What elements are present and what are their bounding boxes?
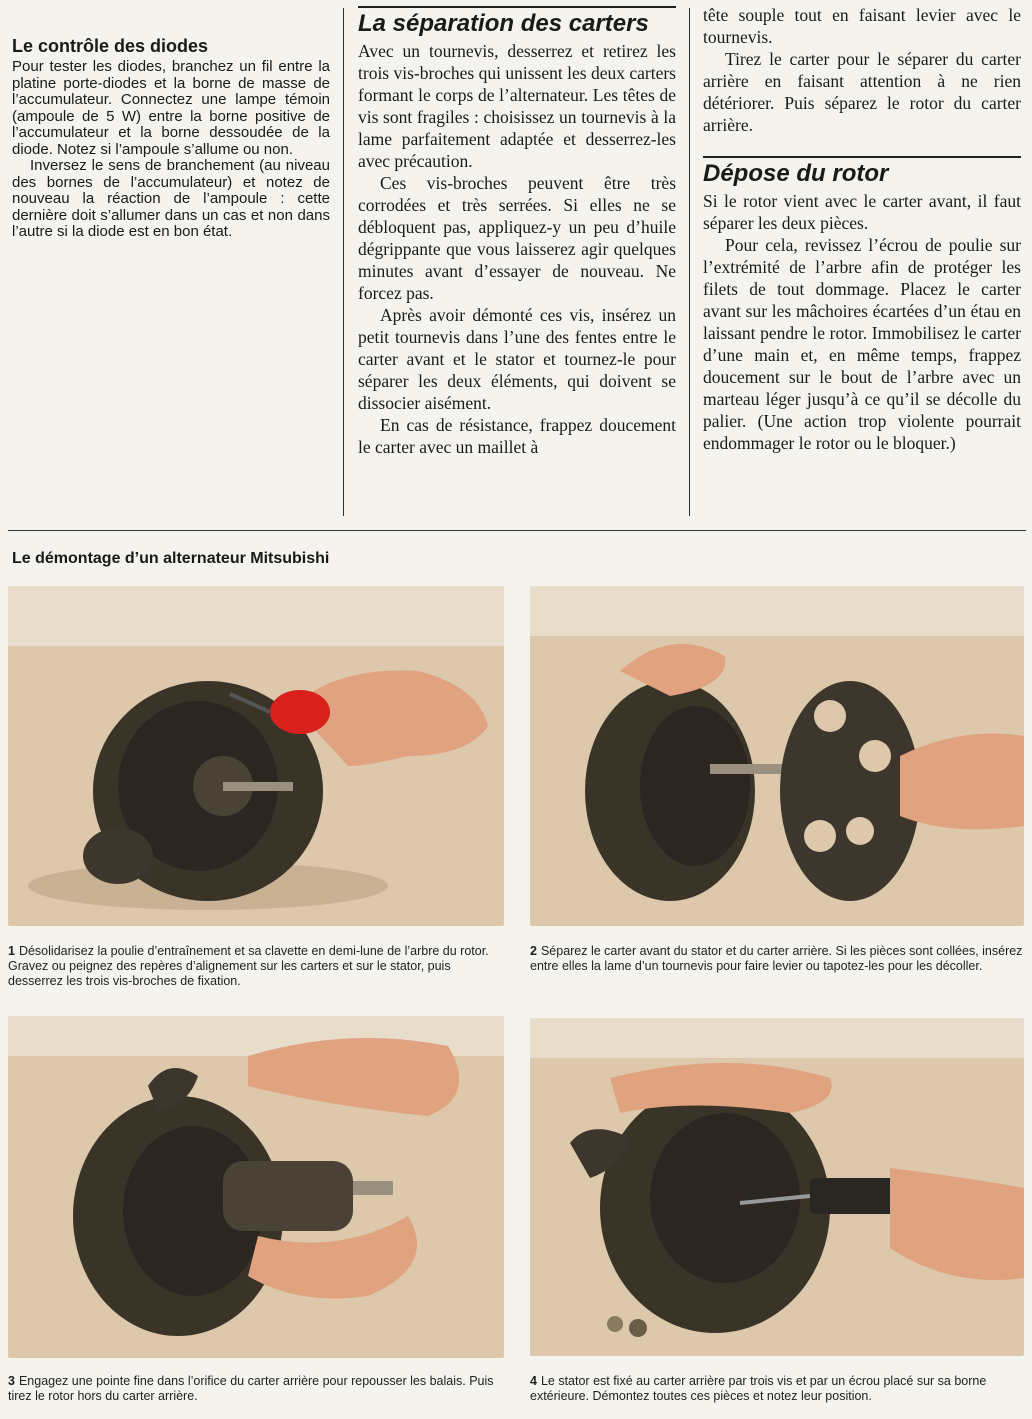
caption-3-number: 3	[8, 1374, 15, 1388]
section-divider	[8, 530, 1026, 531]
separation-paragraph-1: Avec un tournevis, desserrez et retirez les trois vis-broches qui unissent les deux carters formant le corps de l’alternateur. Les têtes de vis sont fragiles : choisissez un tournevis à la lame parfaitement adaptée et desserrez-les avec précaution.	[358, 41, 676, 171]
separation-paragraph-4: En cas de résistance, frappez doucement le carter avec un maillet à	[358, 415, 676, 457]
caption-4-text: Le stator est fixé au carter arrière par trois vis et par un écrou placé sur sa borne extérieure. Démontez toutes ces pièces et notez leur position.	[530, 1374, 987, 1403]
caption-3	[8, 1374, 502, 1404]
column-rule-1	[343, 8, 344, 516]
rotor-paragraph-1: Si le rotor vient avec le carter avant, il faut séparer les deux pièces.	[703, 191, 1021, 233]
caption-1	[8, 944, 502, 989]
column-rule-2	[689, 8, 690, 516]
separation-paragraph-2: Ces vis-broches peuvent être très corrodées et très serrées. Si elles ne se débloquent pas, appliquez-y un peu d’huile dégrippante que vous laisserez agir quelques minutes avant d’essayer de nouveau. Ne forcez pas.	[358, 173, 676, 303]
caption-4	[530, 1374, 1024, 1404]
column-3	[703, 4, 1021, 454]
photo-1	[8, 586, 504, 926]
photo-4	[530, 1018, 1024, 1356]
separation-section	[358, 6, 676, 458]
photo-3	[8, 1016, 504, 1358]
separation-paragraph-5: Tirez le carter pour le séparer du carter arrière en faisant attention à ne rien détériorer. Puis séparez le rotor du carter arrière.	[703, 49, 1021, 135]
separation-title: La séparation des carters	[358, 6, 676, 38]
separation-paragraph-3: Après avoir démonté ces vis, insérez un petit tournevis dans l’une des fentes entre le carter avant et le stator et tournez-le pour séparer les deux éléments, qui doivent se dissocier aisément.	[358, 305, 676, 413]
caption-1-text: Désolidarisez la poulie d’entraînement et sa clavette en demi-lune de l’arbre du rotor. Gravez ou peignez des repères d’alignement sur les carters et sur le stator, puis desserrez les trois vis-broches de fixation.	[8, 944, 489, 988]
photo-2	[530, 586, 1024, 926]
diodes-paragraph-1: Pour tester les diodes, branchez un fil entre la platine porte-diodes et la borne de masse de l’accumulateur. Connectez une lampe témoin (ampoule de 5 W) entre la borne positive de l’accumulateur et la borne dessoudée de la diode. Notez si l’ampoule s’allume ou non.	[12, 58, 330, 158]
diodes-section	[12, 36, 330, 241]
separation-continuation: tête souple tout en faisant levier avec le tournevis.	[703, 5, 1021, 47]
photo-1-illustration	[8, 586, 504, 926]
caption-2	[530, 944, 1024, 974]
caption-1-number: 1	[8, 944, 15, 958]
caption-2-text: Séparez le carter avant du stator et du carter arrière. Si les pièces sont collées, insérez entre elles la lame d’un tournevis pour faire levier ou tapotez-les pour les décoller.	[530, 944, 1023, 973]
caption-2-number: 2	[530, 944, 537, 958]
rotor-paragraph-2: Pour cela, revissez l’écrou de poulie sur l’extrémité de l’arbre afin de protéger les filets de tout dommage. Placez le carter avant sur les mâchoires écartées d’un étau en laissant pendre le rotor. Immobilisez le carter d’une main et, en même temps, frappez doucement sur le bout de l’arbre avec un marteau léger jusqu’à ce qu’il se décolle du palier. (Une action trop violente pourrait endommager le rotor ou le bloquer.)	[703, 235, 1021, 453]
caption-3-text: Engagez une pointe fine dans l’orifice du carter arrière pour repousser les balais. Puis tirez le rotor hors du carter arrière.	[8, 1374, 494, 1403]
diodes-paragraph-2: Inversez le sens de branchement (au niveau des bornes de l’accumulateur) et notez de nouveau la réaction de l’ampoule : cette dernière doit s’allumer dans un cas et non dans l’autre si la diode est en bon état.	[12, 157, 330, 240]
caption-4-number: 4	[530, 1374, 537, 1388]
rotor-title: Dépose du rotor	[703, 156, 1021, 188]
figure-title: Le démontage d’un alternateur Mitsubishi	[12, 550, 330, 567]
photo-2-illustration	[530, 586, 1024, 926]
diodes-title: Le contrôle des diodes	[12, 36, 209, 56]
photo-4-illustration	[530, 1018, 1024, 1356]
photo-3-illustration	[8, 1016, 504, 1358]
